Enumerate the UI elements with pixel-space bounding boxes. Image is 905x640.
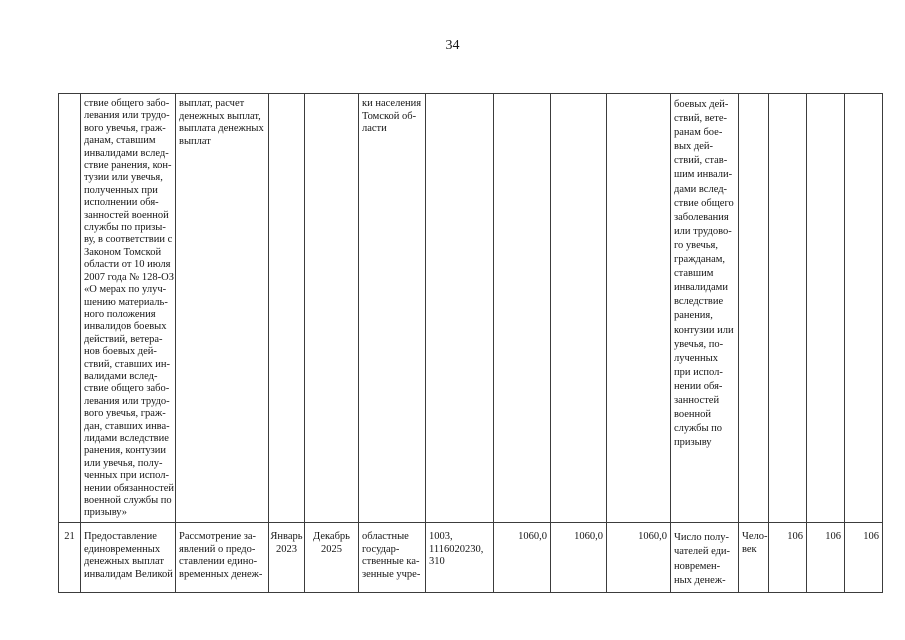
cell-executor: областные государ- ственные ка- зенные учре- [359, 523, 426, 593]
cell-unit: Чело- век [739, 523, 769, 593]
cell-measure-content: выплат, расчет денежных выплат, выплата денежных выплат [176, 94, 269, 523]
cell-indicator-value-3: 106 [845, 523, 883, 593]
cell-start-date [269, 94, 305, 523]
document-table [58, 93, 883, 593]
cell-funding-1 [494, 94, 551, 523]
cell-measure-content: Рассмотрение за- явлений о предо- ставлении едино- временных денеж- [176, 523, 269, 593]
table-row [59, 523, 883, 593]
cell-indicator-value-1 [769, 94, 807, 523]
cell-funding-3 [607, 94, 671, 523]
cell-funding-2 [551, 94, 607, 523]
page-number: 34 [445, 38, 460, 53]
cell-indicator-value-2: 106 [807, 523, 845, 593]
cell-row-number [59, 94, 81, 523]
cell-unit [739, 94, 769, 523]
cell-indicator-value-1: 106 [769, 523, 807, 593]
cell-budget-code [426, 94, 494, 523]
cell-end-date [305, 94, 359, 523]
cell-funding-3: 1060,0 [607, 523, 671, 593]
cell-funding-2: 1060,0 [551, 523, 607, 593]
cell-executor: ки населения Томской об- ласти [359, 94, 426, 523]
cell-budget-code: 1003, 1116020230, 310 [426, 523, 494, 593]
cell-indicator-name: Число полу- чателей еди- новремен- ных денеж- [671, 523, 739, 593]
cell-end-date: Декабрь 2025 [305, 523, 359, 593]
table-row [59, 94, 883, 523]
cell-row-number: 21 [59, 523, 81, 593]
cell-indicator-value-2 [807, 94, 845, 523]
cell-funding-1: 1060,0 [494, 523, 551, 593]
cell-indicator-value-3 [845, 94, 883, 523]
cell-start-date: Январь 2023 [269, 523, 305, 593]
cell-measure-name: ствие общего забо- левания или трудо- вого увечья, граж- данам, ставшим инвалидами вслед- ствие ранения, кон- тузии или увечья, полученных при исполнении обя- занностей военной службы по призы- ву, в соответствии с Законом Томской области от 10 июля 2007 года № 128-ОЗ «О мерах по улуч- шению материаль- ного положения инвалидов боевых действий, ветера- нов боевых дей- ствий, ставших ин- валидами вслед- ствие общего забо- левания или трудо- вого увечья, граж- дан, ставших инва- лидами вследствие ранения, контузии или увечья, полу- ченных при испол- нении обязанностей военной службы по призыву» [81, 94, 176, 523]
cell-indicator-name: боевых дей- ствий, вете- ранам бое- вых дей- ствий, став- шим инвали- дами вслед- ствие общего заболевания или трудово- го увечья, гражданам, ставшим инвалидами вследствие ранения, контузии или увечья, по- лученных при испол- нении обя- занностей военной службы по призыву [671, 94, 739, 523]
cell-measure-name: Предоставление единовременных денежных выплат инвалидам Великой [81, 523, 176, 593]
